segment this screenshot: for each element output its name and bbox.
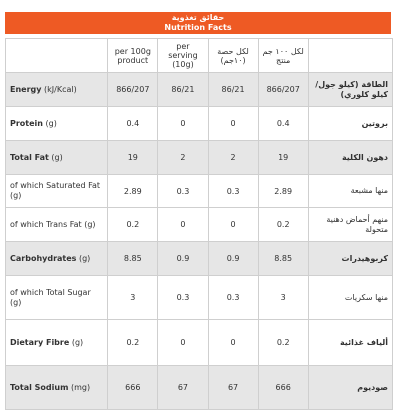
value-per-serving-ar: 0.9 [208,242,258,276]
col-header-label-ar [308,39,392,73]
nutrient-name-ar: منهم أحماض دهنية متحولة [308,208,392,242]
nutrient-name-ar: بروتين [308,107,392,141]
nutrient-name-ar: كربوهيدرات [308,242,392,276]
value-per-100g-ar: 0.2 [258,320,308,366]
value-per-serving-ar: 86/21 [208,73,258,107]
table-row [6,73,393,107]
value-per-100g-ar: 666 [258,366,308,410]
nutrition-table [5,38,393,410]
nutrient-name: Total Fat (g) [6,141,108,175]
value-per-serving: 0.3 [158,276,208,320]
value-per-100g-ar: 0.4 [258,107,308,141]
value-per-serving: 67 [158,366,208,410]
value-per-serving-ar: 2 [208,141,258,175]
value-per-100g-ar: 3 [258,276,308,320]
nutrient-name: of which Total Sugar (g) [6,276,108,320]
col-header-per-serving-ar: لكل حصة (١٠جم) [208,39,258,73]
nutrient-name-ar: صوديوم [308,366,392,410]
table-row [6,276,393,320]
nutrient-name: of which Saturated Fat (g) [6,175,108,208]
nutrient-name: Energy (kJ/Kcal) [6,73,108,107]
col-header-per-serving: per serving (10g) [158,39,208,73]
title-bar [5,12,391,34]
table-row [6,320,393,366]
value-per-100g: 0.2 [108,320,158,366]
value-per-serving: 0.3 [158,175,208,208]
value-per-100g-ar: 866/207 [258,73,308,107]
value-per-100g: 0.4 [108,107,158,141]
value-per-serving-ar: 0.3 [208,276,258,320]
value-per-serving: 0 [158,208,208,242]
col-header-per-100g: per 100g product [108,39,158,73]
nutrient-name-ar: منها مشبعة [308,175,392,208]
nutrient-name-ar: منها سكريات [308,276,392,320]
value-per-100g-ar: 2.89 [258,175,308,208]
nutrient-name: of which Trans Fat (g) [6,208,108,242]
value-per-100g: 866/207 [108,73,158,107]
value-per-100g-ar: 8.85 [258,242,308,276]
table-row [6,141,393,175]
value-per-serving-ar: 0 [208,208,258,242]
value-per-serving-ar: 67 [208,366,258,410]
value-per-serving: 0 [158,320,208,366]
column-header-row [6,39,393,73]
value-per-100g: 8.85 [108,242,158,276]
nutrient-name: Carbohydrates (g) [6,242,108,276]
col-header-label-en [6,39,108,73]
value-per-serving: 86/21 [158,73,208,107]
table-row [6,107,393,141]
table-row [6,208,393,242]
value-per-serving: 0 [158,107,208,141]
value-per-100g: 19 [108,141,158,175]
value-per-100g-ar: 19 [258,141,308,175]
value-per-100g: 2.89 [108,175,158,208]
value-per-100g: 666 [108,366,158,410]
value-per-serving: 2 [158,141,208,175]
table-row [6,175,393,208]
table-row [6,366,393,410]
value-per-serving-ar: 0 [208,107,258,141]
nutrient-name-ar: ألياف غذائية [308,320,392,366]
table-row [6,242,393,276]
title-english: Nutrition Facts [164,23,232,32]
value-per-100g-ar: 0.2 [258,208,308,242]
nutrient-name-ar: الطاقة (كيلو جول/كيلو كلوري) [308,73,392,107]
value-per-serving: 0.9 [158,242,208,276]
nutrient-name: Dietary Fibre (g) [6,320,108,366]
value-per-serving-ar: 0.3 [208,175,258,208]
title-arabic: حقائق تغذوية [171,13,225,22]
value-per-100g: 3 [108,276,158,320]
nutrient-name: Protein (g) [6,107,108,141]
value-per-serving-ar: 0 [208,320,258,366]
value-per-100g: 0.2 [108,208,158,242]
nutrient-name: Total Sodium (mg) [6,366,108,410]
nutrient-name-ar: دهون الكلية [308,141,392,175]
col-header-per-100g-ar: لكل ١٠٠ جم منتج [258,39,308,73]
